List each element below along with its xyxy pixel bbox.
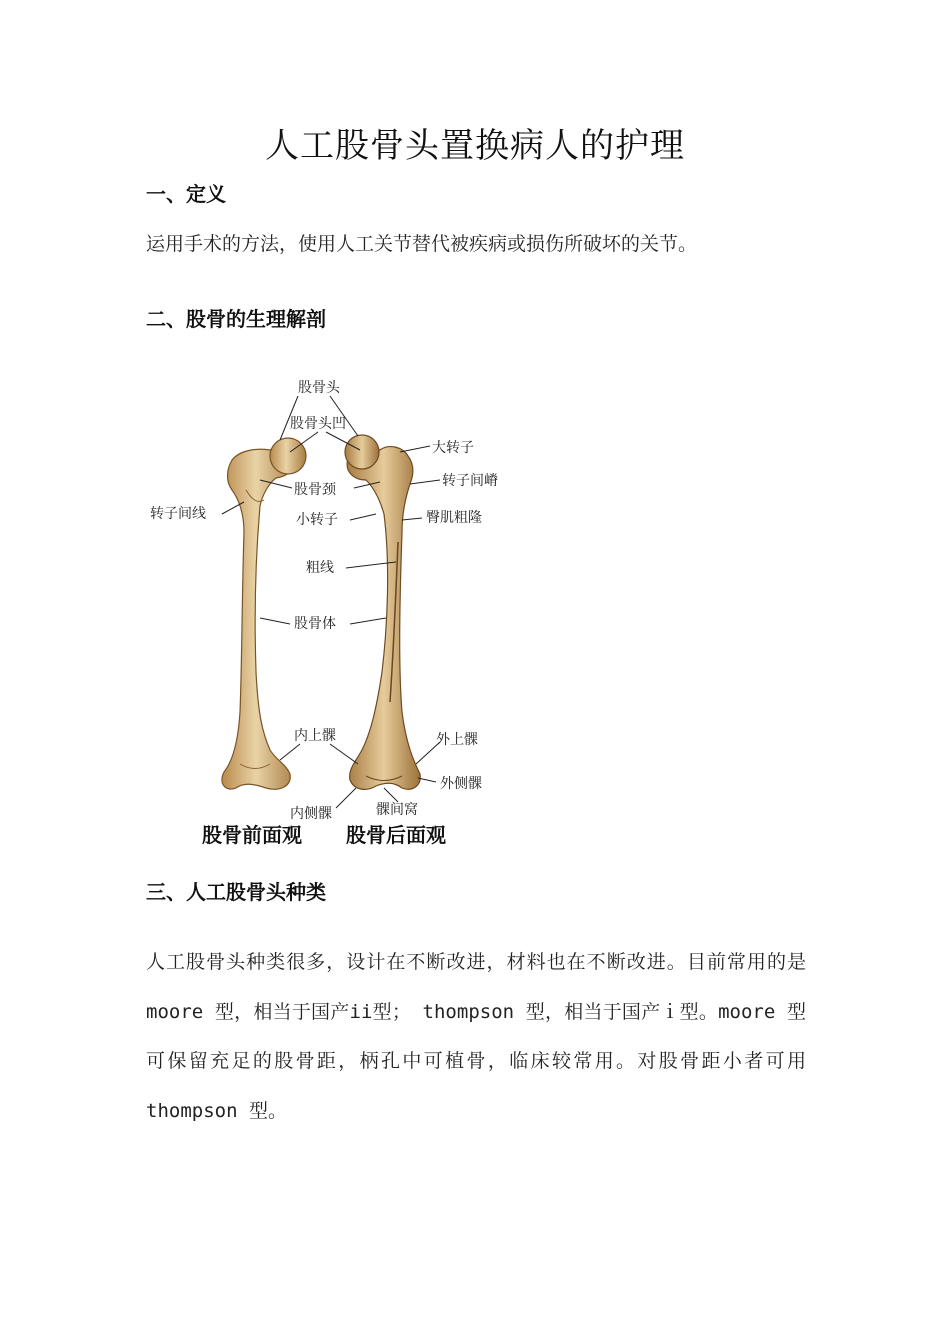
femur-back-view <box>345 435 420 789</box>
label-medial-condyle: 内侧髁 <box>290 806 332 822</box>
label-gluteal-tuberosity: 臀肌粗隆 <box>426 510 482 526</box>
label-intertrochanteric-crest: 转子间嵴 <box>442 473 498 489</box>
femur-illustration <box>140 372 530 852</box>
label-linea-aspera: 粗线 <box>306 560 334 576</box>
label-lateral-condyle: 外侧髁 <box>440 776 482 792</box>
page-title: 人工股骨头置换病人的护理 <box>265 126 685 166</box>
label-medial-epicondyle: 内上髁 <box>294 728 336 744</box>
label-intercondylar-fossa: 髁间窝 <box>376 802 418 818</box>
section-heading-definition: 一、定义 <box>146 182 226 206</box>
label-greater-trochanter: 大转子 <box>432 440 474 456</box>
caption-front-view: 股骨前面观 <box>202 823 302 847</box>
label-femoral-head: 股骨头 <box>298 380 340 396</box>
label-lateral-epicondyle: 外上髁 <box>436 732 478 748</box>
definition-text: 运用手术的方法，使用人工关节替代被疾病或损伤所破坏的关节。 <box>146 233 698 255</box>
label-femoral-neck: 股骨颈 <box>294 482 336 498</box>
types-text: 人工股骨头种类很多，设计在不断改进，材料也在不断改进。目前常用的是 moore 型，相当于国产ii型； thompson 型，相当于国产ｉ型。moore 型可保留充足的股骨距，柄孔中可植骨，临床较常用。对股骨距小者可用 thompson 型。 <box>146 951 806 1122</box>
label-shaft: 股骨体 <box>294 616 336 632</box>
label-lesser-trochanter: 小转子 <box>296 512 338 528</box>
label-fovea: 股骨头凹 <box>290 416 346 432</box>
label-intertrochanteric-line: 转子间线 <box>150 506 206 522</box>
section-heading-anatomy: 二、股骨的生理解剖 <box>146 307 326 331</box>
caption-back-view: 股骨后面观 <box>346 823 446 847</box>
femur-anatomy-figure <box>140 372 530 852</box>
section-heading-types: 三、人工股骨头种类 <box>146 880 326 904</box>
